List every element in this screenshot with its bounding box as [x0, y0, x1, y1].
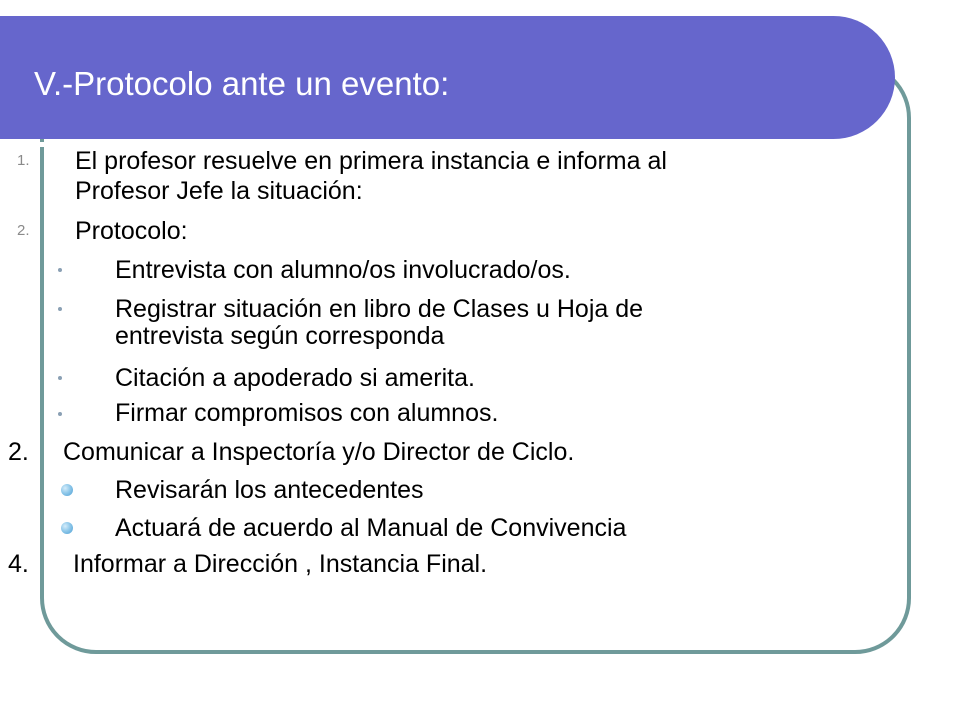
- step3-item-1: Revisarán los antecedentes: [115, 476, 424, 504]
- bullet-dot-icon: [58, 268, 62, 272]
- slide-title: V.-Protocolo ante un evento:: [34, 65, 450, 102]
- list-number-2: 2.: [17, 222, 30, 239]
- bullet-dot-icon: [58, 412, 62, 416]
- step3-text: Comunicar a Inspectoría y/o Director de Ciclo.: [63, 438, 575, 466]
- protocol-step-2-line2: entrevista según corresponda: [115, 322, 445, 350]
- protocol-step-4: Firmar compromisos con alumnos.: [115, 399, 499, 427]
- protocol-step-2-line1: Registrar situación en libro de Clases u Hoja de: [115, 295, 644, 323]
- protocol-step-3: Citación a apoderado si amerita.: [115, 364, 475, 392]
- bullet-sphere-icon: [61, 522, 73, 534]
- bullet-dot-icon: [58, 376, 62, 380]
- bullet-dot-icon: [58, 307, 62, 311]
- item1-line1: El profesor resuelve en primera instancia e informa al: [75, 147, 667, 175]
- step4-text: Informar a Dirección , Instancia Final.: [73, 550, 488, 578]
- step3-number: 2.: [8, 438, 29, 466]
- list-number-1: 1.: [17, 152, 30, 169]
- item1-line2: Profesor Jefe la situación:: [75, 177, 363, 205]
- item2-text: Protocolo:: [75, 217, 188, 245]
- step3-item-2: Actuará de acuerdo al Manual de Convivencia: [115, 514, 627, 542]
- protocol-step-1: Entrevista con alumno/os involucrado/os.: [115, 256, 571, 284]
- step4-number: 4.: [8, 550, 29, 578]
- bullet-sphere-icon: [61, 484, 73, 496]
